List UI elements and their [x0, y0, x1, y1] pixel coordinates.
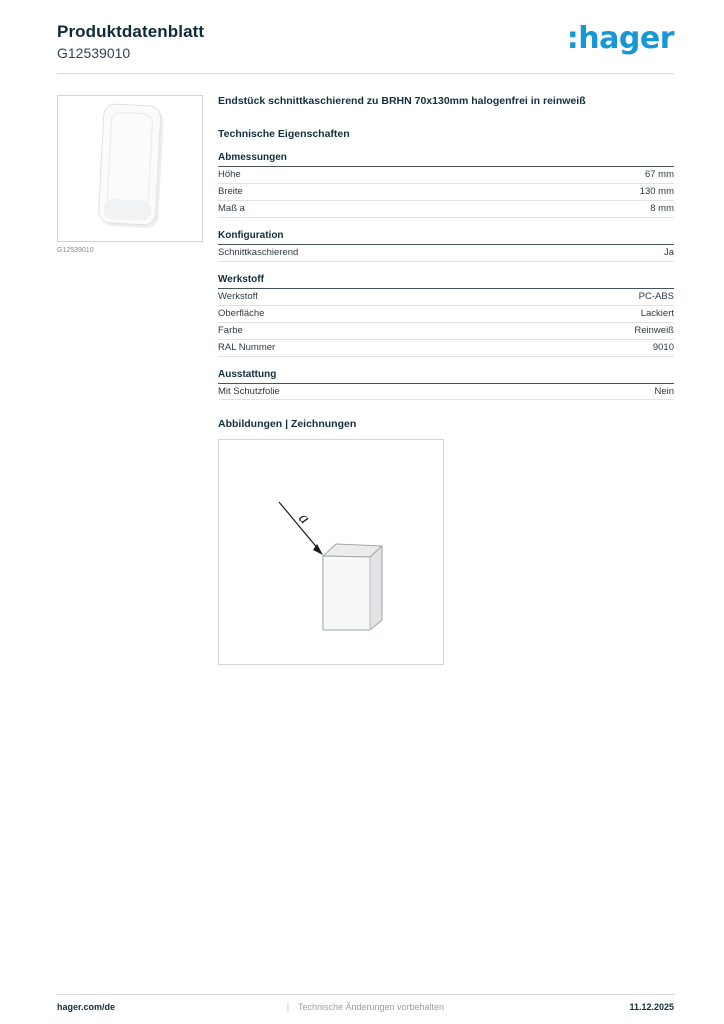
page-title: Produktdatenblatt	[57, 22, 205, 41]
spec-column	[218, 95, 674, 665]
dimension-label: a	[295, 510, 313, 528]
spec-label: Farbe	[218, 324, 243, 336]
spec-section-title: Ausstattung	[218, 369, 674, 384]
spec-label: Mit Schutzfolie	[218, 385, 280, 397]
spec-value: Lackiert	[640, 307, 674, 319]
spec-label: RAL Nummer	[218, 341, 276, 353]
spec-section-title: Konfiguration	[218, 230, 674, 245]
spec-label: Oberfläche	[218, 307, 265, 319]
spec-value: 8 mm	[650, 202, 674, 214]
technical-drawing-graphic	[219, 440, 443, 664]
spec-section-title: Abmessungen	[218, 152, 674, 167]
spec-section-title: Werkstoff	[218, 274, 674, 289]
spec-row	[218, 340, 674, 357]
spec-label: Schnittkaschierend	[218, 246, 299, 258]
spec-row	[218, 306, 674, 323]
spec-value: Reinweiß	[634, 324, 674, 336]
product-image-column	[57, 95, 203, 665]
footer-site: hager.com/de	[57, 1002, 116, 1012]
spec-row	[218, 323, 674, 340]
product-photo-graphic	[58, 96, 202, 241]
spec-label: Maß a	[218, 202, 245, 214]
spec-section-werkstoff	[218, 274, 674, 357]
footer-date: 11.12.2025	[629, 1002, 674, 1012]
spec-value: 67 mm	[644, 169, 674, 181]
header-divider	[57, 73, 674, 74]
spec-label: Werkstoff	[218, 290, 258, 302]
spec-row	[218, 289, 674, 306]
spec-value: Ja	[663, 246, 674, 258]
spec-row	[218, 201, 674, 218]
content	[57, 95, 674, 665]
technical-drawing-frame	[218, 439, 444, 665]
spec-row	[218, 384, 674, 401]
header-product-id: G12539010	[57, 45, 131, 61]
tech-properties-heading: Technische Eigenschaften	[218, 128, 350, 141]
footer	[57, 994, 674, 1012]
product-image-caption: G12539010	[57, 247, 94, 254]
product-image-frame	[57, 95, 203, 242]
footer-notice: Technische Änderungen vorbehalten	[287, 1002, 444, 1012]
drawings-heading: Abbildungen | Zeichnungen	[218, 418, 357, 431]
hager-logo	[566, 21, 674, 56]
spec-value: 9010	[652, 341, 674, 353]
spec-section-abmessungen	[218, 152, 674, 218]
spec-row	[218, 245, 674, 262]
spec-value: 130 mm	[639, 186, 674, 198]
spec-row	[218, 167, 674, 184]
header-titles	[57, 22, 204, 61]
product-name: Endstück schnittkaschierend zu BRHN 70x130mm halogenfrei in reinweiß	[218, 95, 586, 107]
spec-section-ausstattung	[218, 369, 674, 401]
spec-label: Breite	[218, 186, 243, 198]
hager-logo-text: :hager	[566, 21, 674, 56]
spec-section-konfiguration	[218, 230, 674, 262]
spec-value: Nein	[654, 385, 674, 397]
header	[57, 22, 674, 61]
spec-row	[218, 184, 674, 201]
spec-value: PC-ABS	[638, 290, 674, 302]
spec-label: Höhe	[218, 169, 241, 181]
